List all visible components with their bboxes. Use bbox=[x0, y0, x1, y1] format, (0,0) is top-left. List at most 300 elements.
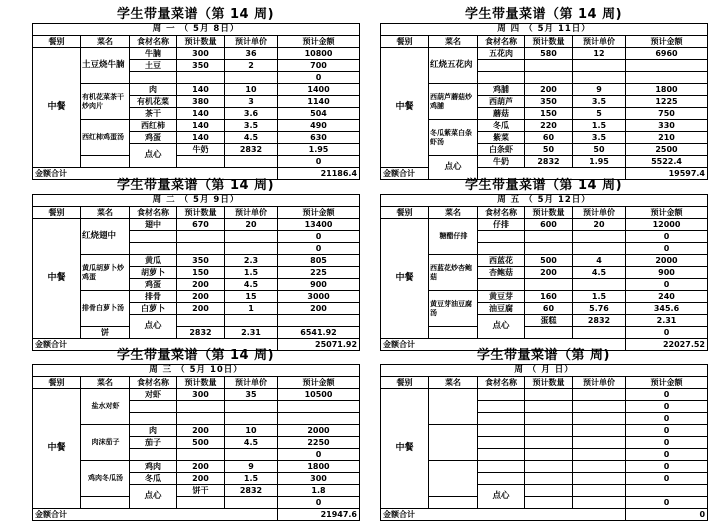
qty-cell: 200 bbox=[177, 473, 225, 485]
amount-cell: 6960 bbox=[626, 48, 708, 60]
ingredient-cell bbox=[130, 72, 177, 84]
amount-cell: 2000 bbox=[626, 255, 708, 267]
amount-cell: 240 bbox=[626, 291, 708, 303]
table-row bbox=[381, 255, 708, 267]
ingredient-cell bbox=[478, 231, 525, 243]
amount-cell bbox=[278, 413, 360, 425]
menu-table bbox=[380, 23, 708, 180]
dish-name: 黄豆芽油豆腐汤 bbox=[429, 291, 478, 327]
dish-name bbox=[429, 389, 478, 425]
qty-cell: 140 bbox=[177, 120, 225, 132]
amount-cell bbox=[278, 401, 360, 413]
qty-cell: 670 bbox=[177, 219, 225, 231]
meal-label: 中餐 bbox=[381, 219, 429, 339]
price-cell bbox=[573, 437, 626, 449]
amount-cell: 750 bbox=[626, 108, 708, 120]
amount-cell: 1225 bbox=[626, 96, 708, 108]
total-value: 0 bbox=[626, 509, 708, 521]
day-row bbox=[381, 365, 708, 377]
amount-cell: 300 bbox=[278, 473, 360, 485]
day-row bbox=[33, 195, 360, 207]
total-value: 21186.4 bbox=[278, 168, 360, 180]
ingredient-cell: 茄子 bbox=[130, 437, 177, 449]
day-label: 周 二 （ 5月 9日） bbox=[33, 195, 360, 207]
price-cell: 5.76 bbox=[573, 303, 626, 315]
snack-label: 点心 bbox=[130, 485, 177, 509]
ingredient-cell: 鸡脯 bbox=[478, 84, 525, 96]
header-amount: 预计金额 bbox=[278, 377, 360, 389]
header-dish: 菜名 bbox=[81, 36, 130, 48]
panel-title: 学生带量菜谱（第 14 周) bbox=[116, 348, 275, 363]
header-row bbox=[33, 207, 360, 219]
day-row bbox=[381, 195, 708, 207]
ingredient-cell: 翅中 bbox=[130, 219, 177, 231]
qty-cell bbox=[573, 485, 626, 497]
qty-cell bbox=[525, 243, 573, 255]
ingredient-cell: 牛奶 bbox=[177, 144, 225, 156]
dish-name: 肉沫茄子 bbox=[81, 425, 130, 461]
ingredient-cell bbox=[478, 473, 525, 485]
header-meal: 餐别 bbox=[33, 377, 81, 389]
menu-panel-blank bbox=[380, 347, 707, 521]
menu-panel-mon bbox=[32, 6, 359, 180]
qty-cell bbox=[177, 231, 225, 243]
table-row bbox=[381, 389, 708, 401]
ingredient-cell: 冬瓜 bbox=[130, 473, 177, 485]
price-cell bbox=[626, 485, 708, 497]
amount-cell: 0 bbox=[626, 473, 708, 485]
price-cell: 1.5 bbox=[573, 120, 626, 132]
qty-cell: 2832 bbox=[525, 156, 573, 168]
amount-cell: 6541.92 bbox=[278, 327, 360, 339]
qty-cell: 2832 bbox=[225, 485, 278, 497]
table-row bbox=[33, 48, 360, 60]
qty-cell bbox=[525, 401, 573, 413]
day-row bbox=[33, 24, 360, 36]
qty-cell: 50 bbox=[525, 144, 573, 156]
ingredient-cell: 有机花菜 bbox=[130, 96, 177, 108]
header-price: 预计单价 bbox=[573, 207, 626, 219]
ingredient-cell: 牛奶 bbox=[478, 156, 525, 168]
amount-cell: 0 bbox=[626, 449, 708, 461]
qty-cell bbox=[525, 461, 573, 473]
header-qty: 预计数量 bbox=[525, 36, 573, 48]
day-label: 周 一 （ 5月 8日） bbox=[33, 24, 360, 36]
dish-name bbox=[429, 461, 478, 497]
table-row bbox=[381, 327, 708, 339]
price-cell bbox=[573, 60, 626, 72]
price-cell bbox=[573, 413, 626, 425]
total-value: 21947.6 bbox=[278, 509, 360, 521]
qty-cell: 380 bbox=[177, 96, 225, 108]
qty-cell bbox=[525, 231, 573, 243]
amount-cell: 2000 bbox=[278, 425, 360, 437]
price-cell: 2.31 bbox=[225, 327, 278, 339]
dish-name bbox=[429, 425, 478, 461]
qty-cell: 60 bbox=[525, 132, 573, 144]
qty-cell bbox=[525, 437, 573, 449]
ingredient-cell: 西红柿 bbox=[130, 120, 177, 132]
table-row bbox=[33, 219, 360, 231]
qty-cell: 2832 bbox=[573, 315, 626, 327]
price-cell: 10 bbox=[225, 84, 278, 96]
qty-cell: 2832 bbox=[177, 327, 225, 339]
header-qty: 预计数量 bbox=[177, 36, 225, 48]
table-row bbox=[381, 291, 708, 303]
price-cell: 35 bbox=[225, 389, 278, 401]
qty-cell bbox=[525, 279, 573, 291]
header-dish: 菜名 bbox=[81, 207, 130, 219]
price-cell: 20 bbox=[573, 219, 626, 231]
amount-cell: 805 bbox=[278, 255, 360, 267]
amount-cell bbox=[626, 72, 708, 84]
amount-cell: 0 bbox=[278, 72, 360, 84]
ingredient-cell: 鸡肉 bbox=[130, 461, 177, 473]
price-cell: 2 bbox=[225, 60, 278, 72]
ingredient-cell: 紫菜 bbox=[478, 132, 525, 144]
header-row bbox=[381, 207, 708, 219]
total-label: 金额合计 bbox=[33, 509, 278, 521]
qty-cell: 150 bbox=[177, 267, 225, 279]
price-cell bbox=[573, 425, 626, 437]
ingredient-cell bbox=[177, 315, 225, 327]
qty-cell: 200 bbox=[525, 84, 573, 96]
price-cell bbox=[573, 461, 626, 473]
price-cell: 4 bbox=[573, 255, 626, 267]
price-cell bbox=[573, 401, 626, 413]
qty-cell: 200 bbox=[177, 425, 225, 437]
dish-name: 西蓝花炒杏鲍菇 bbox=[429, 255, 478, 291]
ingredient-cell bbox=[81, 497, 130, 509]
price-cell: 4.5 bbox=[225, 437, 278, 449]
amount-cell: 0 bbox=[626, 243, 708, 255]
ingredient-cell bbox=[478, 60, 525, 72]
ingredient-cell bbox=[130, 413, 177, 425]
qty-cell: 350 bbox=[177, 255, 225, 267]
price-cell: 3.6 bbox=[225, 108, 278, 120]
ingredient-cell: 黄瓜 bbox=[130, 255, 177, 267]
menu-table bbox=[32, 23, 360, 180]
qty-cell bbox=[525, 473, 573, 485]
dish-name: 鸡肉冬瓜汤 bbox=[81, 461, 130, 497]
amount-cell: 12000 bbox=[626, 219, 708, 231]
ingredient-cell: 肉 bbox=[130, 84, 177, 96]
amount-cell: 10500 bbox=[278, 389, 360, 401]
amount-cell: 900 bbox=[626, 267, 708, 279]
amount-cell: 210 bbox=[626, 132, 708, 144]
amount-cell: 225 bbox=[278, 267, 360, 279]
ingredient-cell: 黄豆芽 bbox=[478, 291, 525, 303]
price-cell: 3.5 bbox=[225, 120, 278, 132]
amount-cell bbox=[626, 60, 708, 72]
ingredient-cell bbox=[478, 72, 525, 84]
price-cell bbox=[573, 497, 626, 509]
snack-label: 点心 bbox=[130, 315, 177, 339]
amount-cell: 13400 bbox=[278, 219, 360, 231]
amount-cell: 5522.4 bbox=[626, 156, 708, 168]
header-qty: 预计数量 bbox=[177, 377, 225, 389]
price-cell: 20 bbox=[225, 219, 278, 231]
header-price: 预计单价 bbox=[573, 377, 626, 389]
qty-cell bbox=[525, 60, 573, 72]
table-row bbox=[33, 156, 360, 168]
ingredient-cell: 仔排 bbox=[478, 219, 525, 231]
amount-cell: 0 bbox=[626, 327, 708, 339]
header-ingredient: 食材名称 bbox=[478, 36, 525, 48]
amount-cell: 0 bbox=[626, 231, 708, 243]
ingredient-cell: 白条虾 bbox=[478, 144, 525, 156]
header-price: 预计单价 bbox=[225, 377, 278, 389]
table-row bbox=[381, 219, 708, 231]
day-label: 周 五 （ 5月 12日） bbox=[381, 195, 708, 207]
price-cell: 1.5 bbox=[573, 291, 626, 303]
price-cell bbox=[573, 389, 626, 401]
header-row bbox=[33, 377, 360, 389]
amount-cell: 0 bbox=[626, 497, 708, 509]
ingredient-cell bbox=[130, 231, 177, 243]
price-cell: 2.31 bbox=[626, 315, 708, 327]
price-cell: 12 bbox=[573, 48, 626, 60]
price-cell bbox=[573, 473, 626, 485]
qty-cell bbox=[177, 413, 225, 425]
panel-title: 学生带量菜谱（第 14 周) bbox=[116, 178, 275, 193]
amount-cell: 0 bbox=[626, 389, 708, 401]
amount-cell: 345.6 bbox=[626, 303, 708, 315]
price-cell: 1.5 bbox=[225, 267, 278, 279]
panel-title: 学生带量菜谱（第 14 周) bbox=[464, 7, 623, 22]
amount-cell: 490 bbox=[278, 120, 360, 132]
table-row bbox=[33, 389, 360, 401]
header-dish: 菜名 bbox=[429, 36, 478, 48]
snack-label: 点心 bbox=[130, 144, 177, 168]
price-cell: 4.5 bbox=[225, 132, 278, 144]
amount-cell: 0 bbox=[278, 156, 360, 168]
table-row bbox=[33, 120, 360, 132]
qty-cell bbox=[525, 497, 573, 509]
total-label: 金额合计 bbox=[381, 168, 626, 180]
table-row bbox=[381, 84, 708, 96]
price-cell: 1.95 bbox=[278, 144, 360, 156]
price-cell: 3.5 bbox=[573, 132, 626, 144]
table-row bbox=[381, 425, 708, 437]
snack-label: 点心 bbox=[478, 315, 525, 339]
header-dish: 菜名 bbox=[429, 377, 478, 389]
price-cell bbox=[573, 243, 626, 255]
dish-name: 冬瓜紫菜白条虾汤 bbox=[429, 120, 478, 156]
price-cell bbox=[225, 72, 278, 84]
ingredient-cell bbox=[478, 425, 525, 437]
amount-cell: 0 bbox=[278, 231, 360, 243]
header-dish: 菜名 bbox=[81, 377, 130, 389]
qty-cell: 500 bbox=[177, 437, 225, 449]
price-cell: 9 bbox=[573, 84, 626, 96]
ingredient-cell bbox=[478, 413, 525, 425]
qty-cell: 160 bbox=[525, 291, 573, 303]
panel-title: 学生带量菜谱（第 14 周) bbox=[464, 178, 623, 193]
qty-cell bbox=[177, 156, 225, 168]
price-cell bbox=[278, 315, 360, 327]
total-label: 金额合计 bbox=[33, 168, 278, 180]
total-label: 金额合计 bbox=[381, 509, 626, 521]
header-dish: 菜名 bbox=[429, 207, 478, 219]
header-qty: 预计数量 bbox=[177, 207, 225, 219]
amount-cell: 0 bbox=[626, 437, 708, 449]
menu-panel-thu bbox=[380, 6, 707, 180]
header-price: 预计单价 bbox=[225, 207, 278, 219]
qty-cell bbox=[525, 425, 573, 437]
ingredient-cell: 白萝卜 bbox=[130, 303, 177, 315]
amount-cell: 2500 bbox=[626, 144, 708, 156]
table-row bbox=[33, 461, 360, 473]
day-row bbox=[381, 24, 708, 36]
ingredient-cell: 冬瓜 bbox=[478, 120, 525, 132]
day-label: 周 三 （ 5月 10日） bbox=[33, 365, 360, 377]
ingredient-cell: 杏鲍菇 bbox=[478, 267, 525, 279]
meal-label: 中餐 bbox=[381, 48, 429, 168]
ingredient-cell: 茶干 bbox=[130, 108, 177, 120]
ingredient-cell: 土豆 bbox=[130, 60, 177, 72]
total-value: 22027.52 bbox=[626, 339, 708, 351]
ingredient-cell: 蛋糕 bbox=[525, 315, 573, 327]
price-cell bbox=[573, 449, 626, 461]
table-row bbox=[33, 291, 360, 303]
price-cell bbox=[225, 231, 278, 243]
qty-cell: 140 bbox=[177, 132, 225, 144]
qty-cell bbox=[177, 449, 225, 461]
qty-cell: 500 bbox=[525, 255, 573, 267]
amount-cell: 1400 bbox=[278, 84, 360, 96]
total-label: 金额合计 bbox=[33, 339, 278, 351]
price-cell: 1.8 bbox=[278, 485, 360, 497]
header-meal: 餐别 bbox=[33, 36, 81, 48]
ingredient-cell: 西葫芦 bbox=[478, 96, 525, 108]
price-cell: 4.5 bbox=[225, 279, 278, 291]
table-row bbox=[381, 497, 708, 509]
price-cell bbox=[225, 156, 278, 168]
qty-cell: 350 bbox=[177, 60, 225, 72]
header-row bbox=[33, 36, 360, 48]
qty-cell bbox=[525, 72, 573, 84]
qty-cell: 300 bbox=[177, 389, 225, 401]
qty-cell: 220 bbox=[525, 120, 573, 132]
header-amount: 预计金额 bbox=[626, 36, 708, 48]
qty-cell bbox=[177, 401, 225, 413]
qty-cell bbox=[225, 315, 278, 327]
meal-label: 中餐 bbox=[33, 219, 81, 339]
price-cell bbox=[225, 243, 278, 255]
amount-cell: 0 bbox=[626, 461, 708, 473]
price-cell: 9 bbox=[225, 461, 278, 473]
header-ingredient: 食材名称 bbox=[130, 377, 177, 389]
header-price: 预计单价 bbox=[225, 36, 278, 48]
price-cell: 4.5 bbox=[573, 267, 626, 279]
price-cell: 3.5 bbox=[573, 96, 626, 108]
price-cell: 15 bbox=[225, 291, 278, 303]
meal-label: 中餐 bbox=[381, 389, 429, 509]
ingredient-cell bbox=[478, 449, 525, 461]
table-row bbox=[33, 497, 360, 509]
header-meal: 餐别 bbox=[381, 36, 429, 48]
price-cell: 5 bbox=[573, 108, 626, 120]
amount-cell: 3000 bbox=[278, 291, 360, 303]
ingredient-cell bbox=[478, 401, 525, 413]
ingredient-cell: 肉 bbox=[130, 425, 177, 437]
header-row bbox=[381, 36, 708, 48]
qty-cell: 60 bbox=[525, 303, 573, 315]
amount-cell: 0 bbox=[626, 401, 708, 413]
menu-table bbox=[380, 364, 708, 521]
table-row bbox=[381, 120, 708, 132]
amount-cell: 0 bbox=[278, 243, 360, 255]
ingredient-cell bbox=[429, 327, 478, 339]
amount-cell: 630 bbox=[278, 132, 360, 144]
price-cell bbox=[573, 231, 626, 243]
qty-cell bbox=[525, 389, 573, 401]
qty-cell: 300 bbox=[177, 48, 225, 60]
price-cell bbox=[573, 279, 626, 291]
amount-cell: 700 bbox=[278, 60, 360, 72]
day-label: 周 （ 月 日） bbox=[381, 365, 708, 377]
snack-label: 点心 bbox=[429, 156, 478, 180]
amount-cell: 330 bbox=[626, 120, 708, 132]
ingredient-cell: 油豆腐 bbox=[478, 303, 525, 315]
panel-title: 学生带量菜谱（第 14 周) bbox=[116, 7, 275, 22]
price-cell bbox=[573, 327, 626, 339]
amount-cell: 504 bbox=[278, 108, 360, 120]
header-ingredient: 食材名称 bbox=[130, 207, 177, 219]
ingredient-cell bbox=[478, 279, 525, 291]
header-row bbox=[381, 377, 708, 389]
amount-cell: 0 bbox=[626, 279, 708, 291]
qty-cell: 150 bbox=[525, 108, 573, 120]
qty-cell: 580 bbox=[525, 48, 573, 60]
header-price: 预计单价 bbox=[573, 36, 626, 48]
header-qty: 预计数量 bbox=[525, 207, 573, 219]
qty-cell: 200 bbox=[177, 303, 225, 315]
menu-table bbox=[32, 194, 360, 351]
qty-cell: 200 bbox=[177, 291, 225, 303]
qty-cell bbox=[177, 497, 225, 509]
dish-name: 糖醋仔排 bbox=[429, 219, 478, 255]
amount-cell: 900 bbox=[278, 279, 360, 291]
qty-cell bbox=[177, 72, 225, 84]
ingredient-cell: 五花肉 bbox=[478, 48, 525, 60]
dish-name: 排骨白萝卜汤 bbox=[81, 291, 130, 327]
ingredient-cell: 西蓝花 bbox=[478, 255, 525, 267]
price-cell bbox=[573, 72, 626, 84]
price-cell: 1 bbox=[225, 303, 278, 315]
dish-name: 土豆烧牛腩 bbox=[81, 48, 130, 84]
ingredient-cell bbox=[130, 401, 177, 413]
amount-cell: 200 bbox=[278, 303, 360, 315]
qty-cell: 200 bbox=[177, 461, 225, 473]
table-row bbox=[33, 327, 360, 339]
total-value: 19597.4 bbox=[626, 168, 708, 180]
meal-label: 中餐 bbox=[33, 389, 81, 509]
qty-cell: 200 bbox=[177, 279, 225, 291]
qty-cell: 200 bbox=[525, 267, 573, 279]
price-cell: 36 bbox=[225, 48, 278, 60]
header-amount: 预计金额 bbox=[626, 377, 708, 389]
table-row bbox=[381, 461, 708, 473]
amount-cell: 1800 bbox=[278, 461, 360, 473]
total-value: 25071.92 bbox=[278, 339, 360, 351]
header-meal: 餐别 bbox=[381, 377, 429, 389]
dish-name: 红烧翅中 bbox=[81, 219, 130, 255]
ingredient-cell bbox=[525, 485, 573, 497]
amount-cell: 0 bbox=[626, 425, 708, 437]
ingredient-cell: 对虾 bbox=[130, 389, 177, 401]
